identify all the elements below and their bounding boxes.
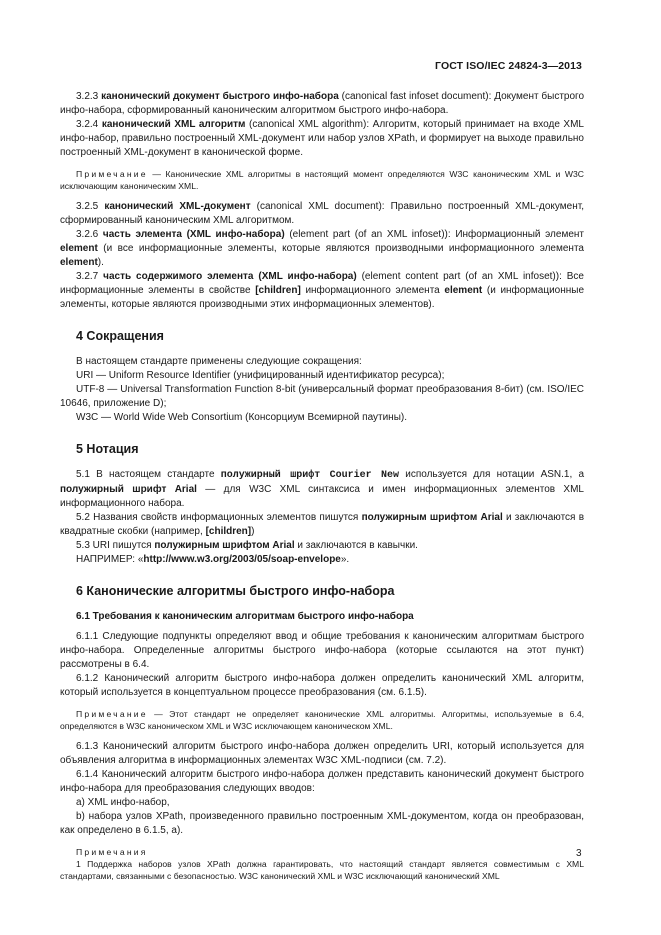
text: 5.2 Названия свойств информационных элементов пишутся (76, 512, 362, 523)
bold-phrase: полужирным шрифтом Arial (361, 512, 503, 523)
section-6-heading: 6 Канонические алгоритмы быстрого инфо-набора (76, 584, 395, 598)
definition-text: (и информационные элементы, которые являются производными этих информационных элементов). (60, 285, 585, 310)
subsection-6-1-heading: 6.1 Требования к каноническим алгоритмам быстрого инфо-набора (76, 611, 414, 622)
text: НАПРИМЕР: « (76, 554, 144, 565)
list-item-b: b) набора узлов XPath, произведенного правильно построенным XML-документом, когда он преобразован, как определено в 6.1.5, а). (60, 811, 584, 836)
clause-number: 3.2.5 (76, 201, 99, 212)
text: 5.1 В настоящем стандарте (76, 469, 221, 480)
section-4-heading: 4 Сокращения (76, 329, 164, 343)
example-url: http://www.w3.org/2003/05/soap-envelope (143, 554, 341, 565)
text: 5.3 URI пишутся (76, 540, 155, 551)
term: канонический документ быстрого инфо-набора (101, 91, 339, 102)
term: часть элемента (XML инфо-набора) (102, 229, 285, 240)
element-keyword: element (60, 243, 98, 254)
abbreviations-intro: В настоящем стандарте применены следующие сокращения: (76, 356, 362, 367)
abbreviation-utf8: UTF-8 — Universal Transformation Function 8-bit (универсальный формат преобразования 8-бит) (см. ISO/IEC 10646, приложение D); (60, 384, 584, 409)
text: и заключаются в квадратные скобки (например, (60, 512, 585, 537)
paragraph-5-3 (60, 539, 584, 553)
term: канонический XML-документ (104, 201, 251, 212)
definition-text: (element part (of an XML infoset)): Информационный элемент (284, 229, 584, 240)
term: канонический XML алгоритм (101, 119, 246, 130)
note-label: Примечание (76, 709, 148, 719)
standard-header: ГОСТ ISO/IEC 24824-3—2013 (435, 60, 582, 72)
abbreviation-uri: URI — Uniform Resource Identifier (унифицированный идентификатор ресурса); (76, 370, 445, 381)
definition-3-2-7 (60, 270, 584, 312)
paragraph-6-1-1: 6.1.1 Следующие подпункты определяют ввод и общие требования к каноническим алгоритмам быстрого инфо-набора. Определенные алгоритмы быстрого инфо-набора (которые ссылаются на этот пункт) рассмотрены в 6.4. (60, 631, 584, 670)
clause-number: 3.2.6 (76, 229, 99, 240)
list-item-a: а) XML инфо-набор, (76, 797, 170, 808)
definition-text: (canonical fast infoset document): Документ быстрого инфо-набора, сформированный каноническим алгоритмом быстрого инфо-набора. (60, 91, 585, 116)
note-algorithms (60, 708, 584, 732)
notes-label: Примечания (76, 847, 148, 857)
children-property: [children] (255, 285, 301, 296)
page-content (60, 90, 584, 882)
arial-bold-sample: полужирный шрифт Arial (60, 484, 197, 495)
definition-text: (canonical XML algorithm): Алгоритм, который принимает на входе XML инфо-набор, правильно построенный XML-документ или набор узлов XPath, и формирует на выходе правильно построенный XML-документ в канонической форме. (60, 119, 584, 158)
text: ». (340, 554, 350, 565)
paragraph-6-1-4: 6.1.4 Канонический алгоритм быстрого инфо-набора должен представить канонический документ быстрого инфо-набора для преобразования следующих вводов: (60, 769, 584, 794)
definition-3-2-3 (60, 90, 584, 118)
clause-number: 3.2.4 (76, 119, 99, 130)
abbreviation-w3c: W3C — World Wide Web Consortium (Консорциум Всемирной паутины). (76, 412, 407, 423)
bold-phrase: полужирным шрифтом Arial (154, 540, 295, 551)
page-number: 3 (576, 848, 582, 859)
definition-3-2-5 (60, 200, 584, 228)
definition-3-2-6 (60, 228, 584, 270)
courier-sample: полужирный шрифт Courier New (220, 470, 400, 481)
term: часть содержимого элемента (XML инфо-набора) (103, 271, 357, 282)
definition-text: (canonical XML document): Правильно построенный XML-документ, сформированный каноническим XML алгоритмом. (60, 201, 584, 226)
paragraph-6-1-3: 6.1.3 Канонический алгоритм быстрого инфо-набора должен определить URI, который используется для объявления алгоритма в информационных элементах W3C XML-подписи (см. 7.2). (60, 741, 584, 766)
note-item-1: 1 Поддержка наборов узлов XPath должна гарантировать, что настоящий стандарт является совместимым с XML стандартами, связанными с безопасностью. W3C канонический XML и W3C исключающий канонический XML (60, 859, 584, 881)
note-text: — Этот стандарт не определяет канонические XML алгоритмы. Алгоритмы, используемые в 6.4, определяются в W3C каноническом XML и W3C исключающем каноническом XML. (60, 709, 584, 731)
clause-number: 3.2.3 (76, 91, 99, 102)
element-keyword: element (444, 285, 483, 296)
note-canonical-xml (60, 168, 584, 192)
note-text: — Канонические XML алгоритмы в настоящий момент определяются W3C каноническим XML и W3C исключающим каноническим XML. (60, 169, 584, 191)
text: ) (251, 526, 255, 537)
paragraph-6-1-2: 6.1.2 Канонический алгоритм быстрого инфо-набора должен определить канонический XML алгоритм, который используется в концептуальном процессе преобразования (см. 6.1.5). (60, 673, 584, 698)
text: — для W3C XML синтаксиса и имен информационных элементов XML информационного набора. (60, 484, 584, 509)
text: и заключаются в кавычки. (294, 540, 418, 551)
note-label: Примечание (76, 169, 148, 179)
text: используется для нотации ASN.1, а (399, 469, 585, 480)
definition-3-2-4 (60, 118, 584, 160)
definition-text: (element content part (of an XML infoset)): Все информационные элементы в свойстве (60, 271, 584, 296)
clause-number: 3.2.7 (76, 271, 99, 282)
definition-text: информационного элемента (300, 285, 445, 296)
children-property: [children] (205, 526, 252, 537)
section-5-heading: 5 Нотация (76, 442, 139, 456)
paragraph-5-1 (60, 468, 584, 511)
example-uri (60, 553, 584, 567)
definition-text: (и все информационные элементы, которые являются производными информационного элемента (97, 243, 584, 254)
definition-text: ). (97, 257, 104, 268)
paragraph-5-2 (60, 511, 584, 539)
element-keyword: element (60, 257, 98, 268)
